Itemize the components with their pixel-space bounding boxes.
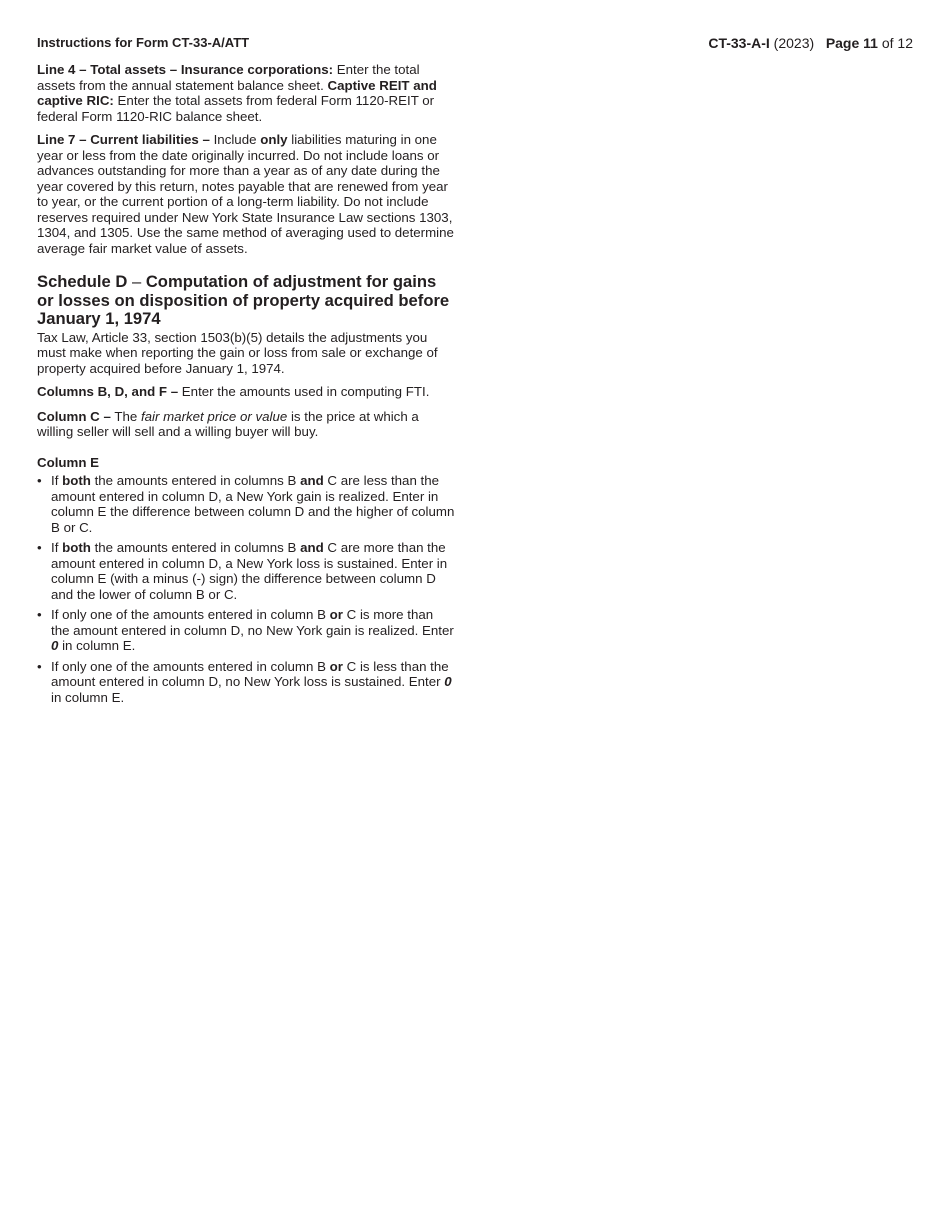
form-year: (2023) — [773, 35, 815, 51]
bullet-bold: and — [300, 473, 324, 489]
schedule-d-title — [37, 273, 455, 329]
form-id: CT-33-A-I — [708, 35, 770, 51]
bullet-text: If only one of the amounts entered in column B — [51, 658, 330, 674]
document-title: Instructions for Form CT-33-A/ATT — [37, 35, 250, 50]
column-e-bullet-2 — [37, 540, 455, 602]
bullet-text: in column E. — [58, 638, 136, 654]
line7-heading: Line 7 – Current liabilities – — [37, 132, 210, 147]
line4-text1: Enter the total assets from the annual statement balance sheet. — [37, 62, 420, 93]
bullet-text: C are less than the amount entered in column D, a New York gain is realized. Enter in column E the difference between column D and the higher of column B or C. — [51, 473, 455, 535]
line4-text2: Enter the total assets from federal Form 1120-REIT or federal Form 1120-RIC balance sheet. — [37, 93, 435, 124]
bullet-text: in column E. — [51, 689, 125, 705]
bullet-bold: or — [329, 658, 343, 674]
column-c-heading: Column C – — [37, 408, 111, 424]
line7-only: only — [260, 132, 288, 147]
bullet-text: C is less than the amount entered in column D, no New York loss is sustained. Enter — [51, 658, 449, 690]
bullet-text: If — [51, 473, 63, 489]
column-e-bullet-3 — [37, 607, 455, 654]
column-c-text2: is the price at which a willing seller will sell and a willing buyer will buy. — [37, 408, 419, 440]
column-e-heading: Column E — [37, 454, 100, 470]
page-header-right — [708, 35, 913, 51]
bullet-bold: both — [62, 540, 91, 556]
bullet-bold: both — [62, 473, 91, 489]
line4-captive-label: Captive REIT and captive RIC: — [37, 77, 437, 108]
column-e-bullet-4 — [37, 659, 455, 706]
bullet-text: If — [51, 540, 63, 556]
bullet-zero: 0 — [51, 638, 59, 654]
line7-text2: liabilities maturing in one year or less from the date originally incurred. Do not include loans or advances outstanding for more than a year as of any date during the year covered by this return, notes payable that are renewed from year to year, or the current portion of a long-term liability. Do not include reserves required under New York State Insurance Law sections 1303, 1304, and 1305. Use the same method of averaging used to determine average fair market value of assets. — [37, 132, 454, 256]
bullet-zero: 0 — [444, 674, 452, 690]
bullet-bold: or — [329, 607, 343, 623]
column-e-bullet-1 — [37, 473, 455, 535]
column-c-text1: The — [110, 408, 141, 424]
schedule-d-label: Schedule D — [37, 272, 128, 291]
columns-bdf-paragraph — [37, 384, 455, 400]
line7-paragraph — [37, 132, 455, 256]
line7-text1: Include — [209, 132, 261, 147]
bullet-bold: and — [300, 540, 324, 556]
page-total: of 12 — [881, 35, 913, 51]
column-c-italic: fair market price or value — [140, 408, 288, 424]
line4-heading: Line 4 – Total assets – Insurance corporations: — [37, 62, 334, 77]
schedule-d-subtitle: Computation of adjustment for gains or losses on disposition of property acquired before January 1, 1974 — [37, 272, 450, 329]
column-e-list — [37, 473, 455, 705]
line4-paragraph — [37, 62, 455, 124]
main-column — [37, 62, 455, 710]
column-c-paragraph — [37, 409, 455, 440]
columns-bdf-heading: Columns B, D, and F – — [37, 384, 179, 400]
columns-bdf-text: Enter the amounts used in computing FTI. — [178, 384, 430, 400]
schedule-d-dash: – — [127, 272, 146, 291]
bullet-text: If only one of the amounts entered in column B — [51, 607, 330, 623]
bullet-text: C are more than the amount entered in column D, a New York loss is sustained. Enter in column E (with a minus (-) sign) the difference between column D and the lower of column B or C. — [51, 540, 448, 602]
bullet-text: C is more than the amount entered in column D, no New York gain is realized. Enter — [51, 607, 454, 638]
page-number: Page 11 — [825, 35, 878, 51]
schedule-d-intro: Tax Law, Article 33, section 1503(b)(5) details the adjustments you must make when reporting the gain or loss from sale or exchange of property acquired before January 1, 1974. — [37, 329, 438, 376]
bullet-text: the amounts entered in columns B — [90, 540, 301, 556]
bullet-text: the amounts entered in columns B — [90, 473, 301, 489]
